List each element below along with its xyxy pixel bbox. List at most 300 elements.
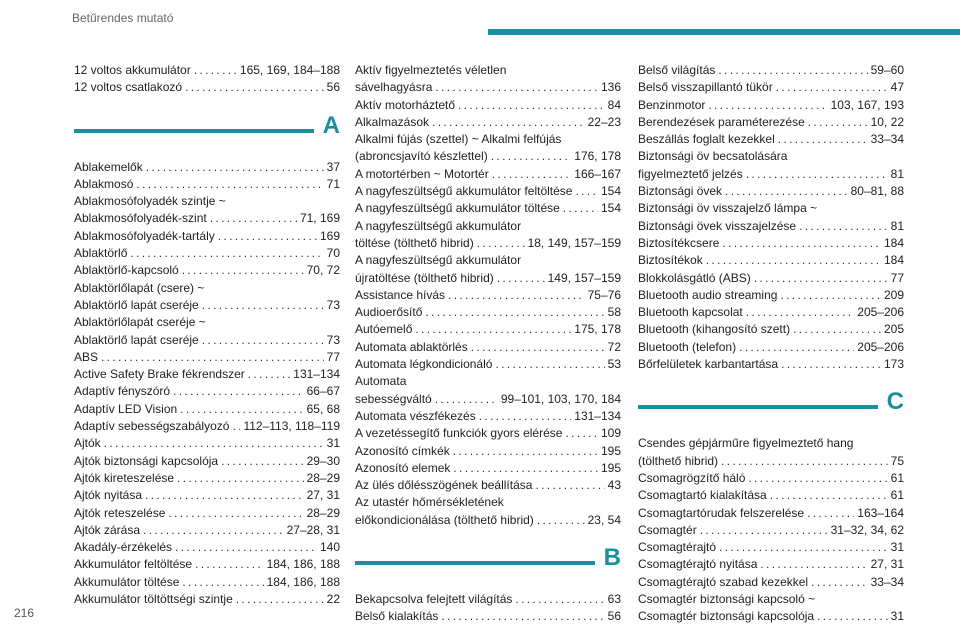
- index-term: Autóemelő: [355, 322, 413, 337]
- index-term: Active Safety Brake fékrendszer: [74, 367, 245, 382]
- dot-leader: [177, 470, 304, 487]
- page-reference: 184: [883, 235, 904, 250]
- dot-leader: [180, 401, 303, 418]
- page-reference: 77: [326, 349, 340, 364]
- page-reference: 56: [607, 609, 621, 624]
- dot-leader: [780, 287, 881, 304]
- dot-leader: [236, 591, 324, 608]
- page-reference: 33–34: [870, 574, 904, 589]
- index-term: A nagyfeszültségű akkumulátor töltése: [355, 201, 560, 216]
- index-entry: [355, 304, 621, 321]
- dot-leader: [104, 435, 324, 452]
- page-reference: 31: [890, 609, 904, 624]
- page-reference: 27, 31: [306, 488, 340, 503]
- index-entry: [638, 114, 904, 131]
- page-reference: 81: [890, 218, 904, 233]
- section-heading: [355, 539, 621, 585]
- index-entry-line: Biztonsági öv becsatolására: [638, 149, 788, 164]
- dot-leader: [811, 574, 868, 591]
- index-entry: [355, 477, 621, 494]
- index-term: Belső visszapillantó tükör: [638, 80, 773, 95]
- page-reference: 131–134: [293, 367, 340, 382]
- index-term: Csomagtérajtó: [638, 540, 717, 555]
- dot-leader: [575, 183, 598, 200]
- index-term: Csomagtér biztonsági kapcsolója: [638, 609, 815, 624]
- index-term: Ablaktörlő lapát cseréje: [74, 297, 199, 312]
- page-reference: 154: [600, 201, 621, 216]
- index-entry: [355, 608, 621, 625]
- page-reference: 149, 157–159: [547, 270, 621, 285]
- index-entry: [638, 356, 904, 373]
- page-reference: 136: [600, 80, 621, 95]
- index-entry: [74, 332, 340, 349]
- index-entry: [638, 487, 904, 504]
- dot-leader: [458, 97, 605, 114]
- index-entry: [638, 252, 904, 269]
- dot-leader: [435, 391, 498, 408]
- dot-leader: [194, 62, 237, 79]
- dot-leader: [453, 443, 598, 460]
- index-entry: [638, 79, 904, 96]
- dot-leader: [770, 487, 888, 504]
- index-entry: [638, 131, 904, 148]
- index-term: Azonosító elemek: [355, 460, 451, 475]
- index-entry: [355, 287, 621, 304]
- dot-leader: [182, 262, 304, 279]
- dot-leader: [718, 62, 867, 79]
- dot-leader: [778, 131, 868, 148]
- dot-leader: [781, 356, 881, 373]
- index-entry: [355, 166, 621, 183]
- index-column-2: [355, 62, 621, 626]
- dot-leader: [195, 556, 264, 573]
- index-entry-line: Automata: [355, 374, 407, 389]
- index-column-1: [74, 62, 340, 608]
- index-term: Berendezések paraméterezése: [638, 114, 805, 129]
- dot-leader: [202, 332, 324, 349]
- index-entry: [355, 114, 621, 131]
- page-reference: 31: [326, 436, 340, 451]
- page-reference: 61: [890, 488, 904, 503]
- index-entry: [355, 148, 621, 165]
- index-entry: [638, 470, 904, 487]
- index-entry: [355, 321, 621, 338]
- index-term: Assistance hívás: [355, 287, 446, 302]
- index-entry: [74, 297, 340, 314]
- dot-leader: [706, 252, 881, 269]
- index-term: Akadály-érzékelés: [74, 540, 173, 555]
- index-term: Bluetooth (kihangosító szett): [638, 322, 791, 337]
- page-reference: 10, 22: [870, 114, 904, 129]
- index-entry: [355, 443, 621, 460]
- page-reference: 23, 54: [587, 512, 621, 527]
- index-entry-line: Az utastér hőmérsékletének: [355, 495, 504, 510]
- dot-leader: [415, 321, 571, 338]
- index-term: előkondicionálása (tölthető hibrid): [355, 512, 534, 527]
- page-reference: 29–30: [306, 453, 340, 468]
- dot-leader: [746, 304, 855, 321]
- index-entry: [74, 574, 340, 591]
- dot-leader: [708, 97, 827, 114]
- section-heading: [74, 107, 340, 153]
- index-term: Blokkolásgátló (ABS): [638, 270, 751, 285]
- page-reference: 205–206: [857, 339, 904, 354]
- page-reference: 61: [890, 470, 904, 485]
- dot-leader: [491, 148, 572, 165]
- index-term: Automata vészfékezés: [355, 408, 476, 423]
- page-reference: 27–28, 31: [286, 522, 340, 537]
- dot-leader: [700, 522, 828, 539]
- dot-leader: [760, 556, 867, 573]
- index-entry-line: Ablaktörlőlapát cseréje ~: [74, 315, 206, 330]
- index-entry: [74, 505, 340, 522]
- index-term: töltése (tölthető hibrid): [355, 235, 474, 250]
- index-term: Ajtók reteszelése: [74, 505, 166, 520]
- page-number: 216: [14, 606, 35, 620]
- page-reference: 163–164: [857, 505, 904, 520]
- index-entry: [74, 366, 340, 383]
- index-term: Adaptív fényszóró: [74, 384, 171, 399]
- index-entry: [74, 349, 340, 366]
- index-term: figyelmeztető jelzés: [638, 166, 743, 181]
- index-entry: [74, 79, 340, 96]
- index-term: A motortérben ~ Motortér: [355, 166, 489, 181]
- index-term: Ajtók: [74, 436, 101, 451]
- index-entry: [355, 270, 621, 287]
- page-reference: 75: [890, 453, 904, 468]
- dot-leader: [143, 522, 284, 539]
- page-reference: 205: [883, 322, 904, 337]
- page-reference: 37: [326, 159, 340, 174]
- index-entry: [638, 270, 904, 287]
- dot-leader: [441, 608, 604, 625]
- dot-leader: [432, 114, 585, 131]
- index-entry: [638, 522, 904, 539]
- dot-leader: [146, 159, 324, 176]
- index-entry: [355, 79, 621, 96]
- page-reference: 184: [883, 253, 904, 268]
- dot-leader: [218, 228, 317, 245]
- index-term: Azonosító címkék: [355, 443, 450, 458]
- index-term: Bluetooth kapcsolat: [638, 305, 743, 320]
- page-header-title: Betűrendes mutató: [72, 11, 174, 25]
- index-term: sávelhagyásra: [355, 80, 433, 95]
- dot-leader: [448, 287, 585, 304]
- index-term: újratöltése (tölthető hibrid): [355, 270, 494, 285]
- index-term: sebességváltó: [355, 391, 432, 406]
- index-entry: [355, 235, 621, 252]
- index-term: Akkumulátor feltöltése: [74, 557, 193, 572]
- index-term: A vezetéssegítő funkciók gyors elérése: [355, 426, 563, 441]
- page-reference: 65, 68: [306, 401, 340, 416]
- index-term: Akkumulátor töltöttségi szintje: [74, 592, 233, 607]
- dot-leader: [722, 235, 881, 252]
- page-reference: 195: [600, 460, 621, 475]
- page-reference: 169: [319, 228, 340, 243]
- page-reference: 31: [890, 540, 904, 555]
- index-term: Ablakmosófolyadék-szint: [74, 211, 207, 226]
- index-entry: [74, 470, 340, 487]
- dot-leader: [101, 349, 324, 366]
- index-entry: [355, 408, 621, 425]
- index-entry: [74, 418, 340, 435]
- page-reference: 184, 186, 188: [266, 557, 340, 572]
- page-reference: 140: [319, 540, 340, 555]
- dot-leader: [453, 460, 598, 477]
- dot-leader: [175, 539, 317, 556]
- index-entry: [74, 435, 340, 452]
- index-term: Ablaktörlő-kapcsoló: [74, 263, 179, 278]
- index-entry: [638, 97, 904, 114]
- index-entry: [74, 176, 340, 193]
- page-reference: 99–101, 103, 170, 184: [500, 391, 621, 406]
- index-entry-line: Csomagtér biztonsági kapcsoló ~: [638, 592, 816, 607]
- index-term: ABS: [74, 349, 99, 364]
- index-term: Ajtók biztonsági kapcsolója: [74, 453, 219, 468]
- page-reference: 31–32, 34, 62: [830, 522, 904, 537]
- page-reference: 70, 72: [306, 263, 340, 278]
- index-entry: [74, 62, 340, 79]
- index-term: Alkalmazások: [355, 114, 430, 129]
- page-reference: 59–60: [870, 63, 904, 77]
- dot-leader: [808, 114, 868, 131]
- page-reference: 73: [326, 332, 340, 347]
- index-term: Bluetooth audio streaming: [638, 287, 778, 302]
- dot-leader: [719, 539, 888, 556]
- index-entry: [74, 487, 340, 504]
- dot-leader: [130, 245, 323, 262]
- index-entry: [74, 245, 340, 262]
- index-term: A nagyfeszültségű akkumulátor feltöltése: [355, 184, 573, 199]
- dot-leader: [563, 200, 598, 217]
- dot-leader: [136, 176, 323, 193]
- index-term: Bőrfelületek karbantartása: [638, 357, 779, 372]
- dot-leader: [425, 304, 604, 321]
- index-entry: [638, 608, 904, 625]
- page-reference: 53: [607, 357, 621, 372]
- index-entry: [74, 262, 340, 279]
- index-entry: [74, 556, 340, 573]
- index-entry: [74, 401, 340, 418]
- index-term: 12 voltos csatlakozó: [74, 80, 183, 95]
- header-accent-bar: [488, 29, 960, 35]
- section-letter: C: [886, 388, 904, 416]
- index-entry: [638, 62, 904, 79]
- dot-leader: [776, 79, 888, 96]
- dot-leader: [807, 505, 854, 522]
- index-term: Biztosítékok: [638, 253, 703, 268]
- index-term: Bekapcsolva felejtett világítás: [355, 592, 513, 607]
- index-term: Belső világítás: [638, 63, 716, 77]
- index-entry: [638, 556, 904, 573]
- dot-leader: [471, 339, 605, 356]
- page-reference: 71: [326, 176, 340, 191]
- dot-leader: [725, 183, 848, 200]
- index-entry: [355, 97, 621, 114]
- page-reference: 195: [600, 443, 621, 458]
- page-reference: 28–29: [306, 470, 340, 485]
- index-term: Csomagtérajtó nyitása: [638, 557, 758, 572]
- index-term: Biztonsági övek visszajelzése: [638, 218, 797, 233]
- page-reference: 173: [883, 357, 904, 372]
- index-entry: [74, 539, 340, 556]
- page-reference: 43: [607, 478, 621, 493]
- index-entry-line: Alkalmi fújás (szettel) ~ Alkalmi felfújás: [355, 132, 562, 147]
- index-term: Akkumulátor töltése: [74, 574, 180, 589]
- dot-leader: [173, 383, 304, 400]
- page-reference: 205–206: [857, 305, 904, 320]
- index-entry-line: Ablaktörlőlapát (csere) ~: [74, 280, 205, 295]
- index-entry: [638, 321, 904, 338]
- index-entry: [638, 505, 904, 522]
- index-entry: [638, 287, 904, 304]
- dot-leader: [182, 574, 263, 591]
- dot-leader: [535, 477, 604, 494]
- index-term: Belső kialakítás: [355, 609, 439, 624]
- index-term: Automata légkondicionáló: [355, 357, 493, 372]
- index-entry: [355, 200, 621, 217]
- page-reference: 22–23: [587, 114, 621, 129]
- index-entry: [74, 522, 340, 539]
- index-entry: [355, 512, 621, 529]
- index-term: Biztonsági övek: [638, 184, 723, 199]
- index-entry: [355, 591, 621, 608]
- page-reference: 18, 149, 157–159: [527, 235, 621, 250]
- index-term: Csomagtérajtó szabad kezekkel: [638, 574, 809, 589]
- dot-leader: [479, 408, 572, 425]
- index-term: Ablakmosófolyadék-tartály: [74, 228, 215, 243]
- dot-leader: [492, 166, 572, 183]
- index-term: Csomagtartórudak felszerelése: [638, 505, 805, 520]
- index-term: Ablakemelők: [74, 159, 143, 174]
- index-entry: [74, 228, 340, 245]
- page-reference: 33–34: [870, 132, 904, 147]
- page-reference: 103, 167, 193: [830, 97, 904, 112]
- index-entry: [638, 339, 904, 356]
- index-term: Csomagtartó kialakítása: [638, 488, 767, 503]
- index-entry: [355, 339, 621, 356]
- page-reference: 70: [326, 246, 340, 261]
- index-term: (tölthető hibrid): [638, 453, 719, 468]
- dot-leader: [210, 210, 297, 227]
- index-entry: [638, 235, 904, 252]
- index-term: Csomagtér: [638, 522, 697, 537]
- index-entry-line: Aktív figyelmeztetés véletlen: [355, 63, 507, 77]
- page-reference: 209: [883, 287, 904, 302]
- index-term: Ablakmosó: [74, 176, 134, 191]
- page-reference: 154: [600, 184, 621, 199]
- index-entry-line: Csendes gépjárműre figyelmeztető hang: [638, 436, 854, 451]
- index-term: Ajtók zárása: [74, 522, 141, 537]
- section-letter: B: [603, 544, 621, 572]
- dot-leader: [793, 321, 881, 338]
- dot-leader: [435, 79, 598, 96]
- index-term: (abroncsjavító készlettel): [355, 149, 488, 164]
- index-entry: [74, 591, 340, 608]
- dot-leader: [202, 297, 324, 314]
- dot-leader: [748, 470, 887, 487]
- index-term: Automata ablaktörlés: [355, 339, 468, 354]
- page-reference: 176, 178: [574, 149, 621, 164]
- section-letter: A: [322, 111, 340, 139]
- index-entry: [638, 183, 904, 200]
- dot-leader: [221, 453, 304, 470]
- index-entry: [638, 539, 904, 556]
- index-term: Csomagrögzítő háló: [638, 470, 746, 485]
- index-term: Benzinmotor: [638, 97, 706, 112]
- dot-leader: [754, 270, 888, 287]
- index-entry: [638, 304, 904, 321]
- section-rule: [638, 405, 878, 409]
- index-term: Ajtók kireteszelése: [74, 470, 175, 485]
- index-entry: [74, 159, 340, 176]
- index-term: Ablaktörlő lapát cseréje: [74, 332, 199, 347]
- dot-leader: [746, 166, 888, 183]
- index-entry-line: A nagyfeszültségű akkumulátor: [355, 218, 522, 233]
- dot-leader: [817, 608, 888, 625]
- section-rule: [355, 561, 595, 565]
- page-reference: 112–113, 118–119: [243, 419, 340, 434]
- page-reference: 80–81, 88: [850, 184, 904, 199]
- index-entry: [74, 383, 340, 400]
- page-reference: 165, 169, 184–188: [239, 63, 340, 77]
- index-term: Ajtók nyitása: [74, 488, 143, 503]
- index-entry: [74, 210, 340, 227]
- dot-leader: [739, 339, 854, 356]
- index-term: Aktív motorháztető: [355, 97, 456, 112]
- index-entry: [74, 453, 340, 470]
- page-reference: 175, 178: [574, 322, 621, 337]
- dot-leader: [477, 235, 525, 252]
- index-entry: [355, 391, 621, 408]
- page-reference: 56: [326, 80, 340, 95]
- index-term: Ablaktörlő: [74, 246, 128, 261]
- page-reference: 166–167: [574, 166, 621, 181]
- page-reference: 72: [607, 339, 621, 354]
- page-reference: 184, 186, 188: [266, 574, 340, 589]
- page-reference: 109: [600, 426, 621, 441]
- dot-leader: [168, 505, 303, 522]
- dot-leader: [565, 425, 598, 442]
- index-entry: [638, 166, 904, 183]
- dot-leader: [185, 79, 324, 96]
- section-heading: [638, 383, 904, 429]
- page-reference: 22: [326, 592, 340, 607]
- dot-leader: [721, 453, 888, 470]
- dot-leader: [145, 487, 304, 504]
- index-column-3: [638, 62, 904, 626]
- dot-leader: [495, 356, 604, 373]
- page-reference: 63: [607, 592, 621, 607]
- page-reference: 71, 169: [299, 211, 340, 226]
- page-reference: 58: [607, 305, 621, 320]
- dot-leader: [497, 270, 545, 287]
- index-term: Beszállás foglalt kezekkel: [638, 132, 775, 147]
- index-entry: [355, 425, 621, 442]
- page-reference: 73: [326, 297, 340, 312]
- index-term: Audioerősítő: [355, 305, 423, 320]
- page-reference: 27, 31: [870, 557, 904, 572]
- dot-leader: [515, 591, 604, 608]
- index-entry: [638, 218, 904, 235]
- page-reference: 77: [890, 270, 904, 285]
- dot-leader: [232, 418, 240, 435]
- page-reference: 66–67: [306, 384, 340, 399]
- page-reference: 47: [890, 80, 904, 95]
- index-term: Biztosítékcsere: [638, 235, 720, 250]
- dot-leader: [248, 366, 291, 383]
- index-entry: [355, 183, 621, 200]
